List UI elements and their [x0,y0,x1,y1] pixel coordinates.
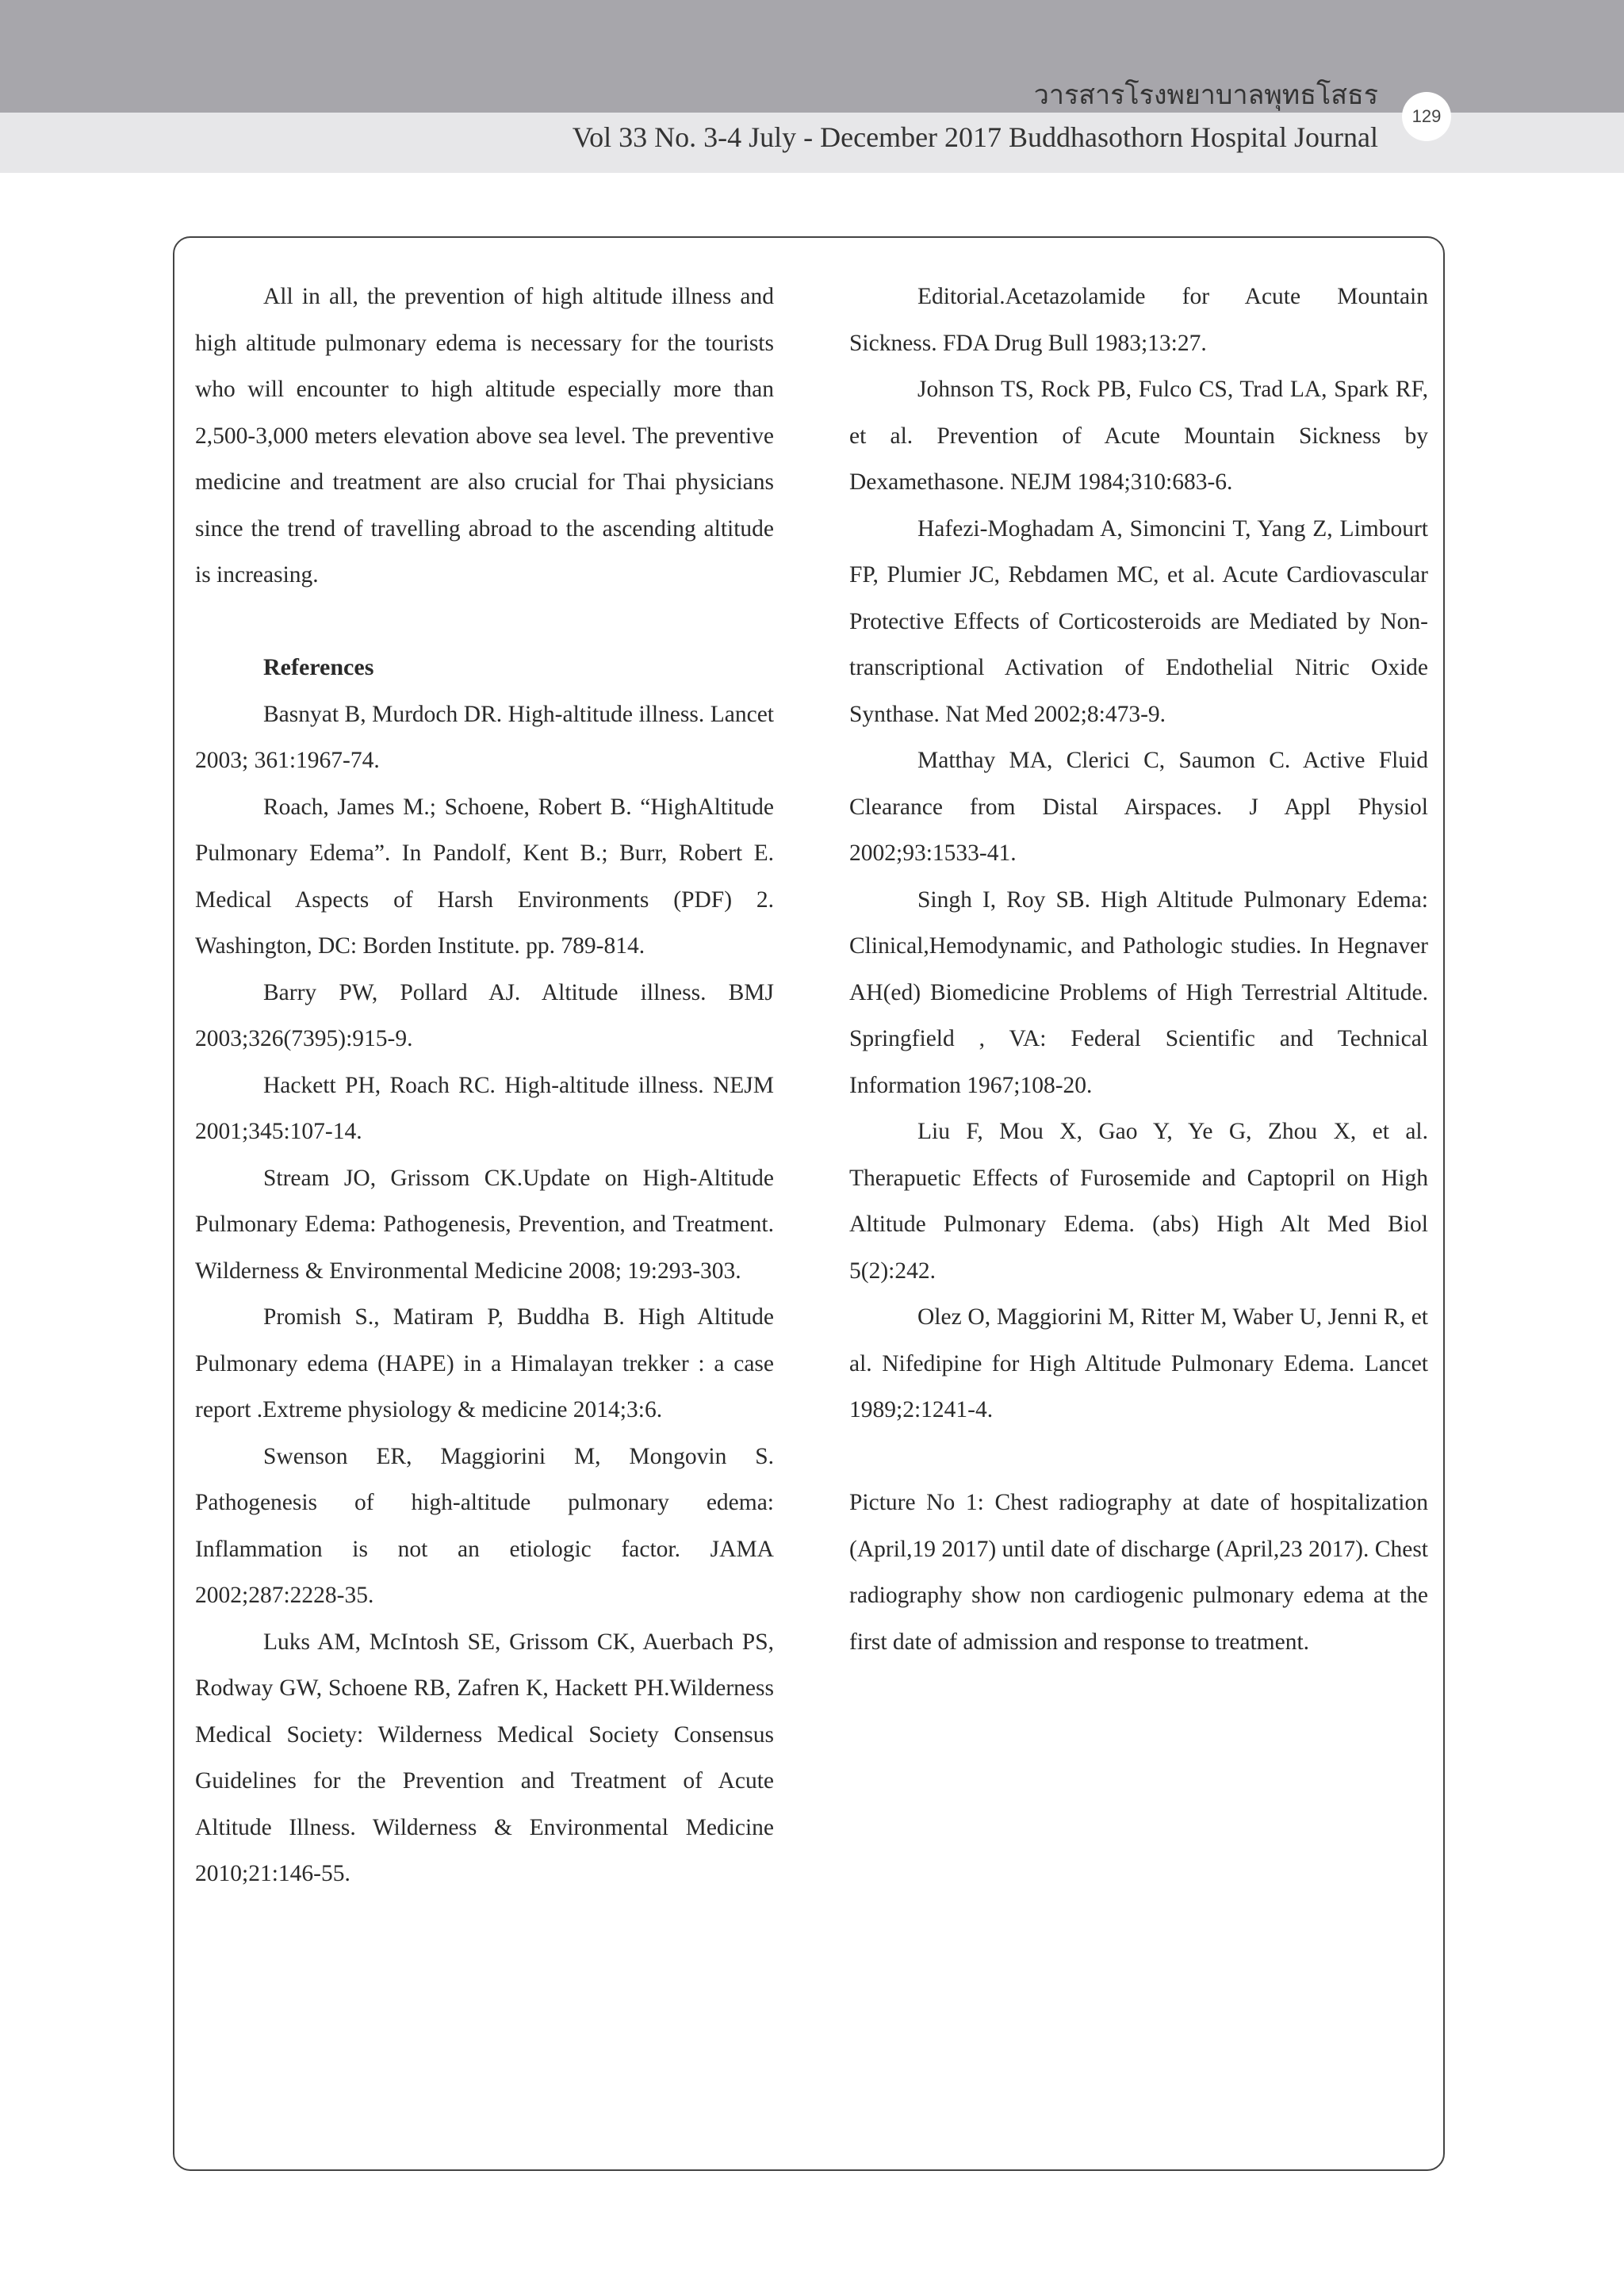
reference-item: Matthay MA, Clerici C, Saumon C. Active Fluid Clearance from Distal Airspaces. J Appl Physiol 2002;93:1533-41. [849,748,1428,866]
reference-item: Johnson TS, Rock PB, Fulco CS, Trad LA, Spark RF, et al. Prevention of Acute Mountain Sickness by Dexamethasone. NEJM 1984;310:683-6. [849,377,1428,495]
left-column [195,274,774,1897]
reference-item: Hafezi-Moghadam A, Simoncini T, Yang Z, Limbourt FP, Plumier JC, Rebdamen MC, et al. Acute Cardiovascular Protective Effects of Corticosteroids are Mediated by Non-transcriptional Activation of Endothelial Nitric Oxide Synthase. Nat Med 2002;8:473-9. [849,515,1428,727]
intro-paragraph: All in all, the prevention of high altitude illness and high altitude pulmonary edema is necessary for the tourists who will encounter to high altitude especially more than 2,500-3,000 meters elevation above sea level. The preventive medicine and treatment are also crucial for Thai physicians since the trend of travelling abroad to the ascending altitude is increasing. [195,284,774,588]
reference-item: Singh I, Roy SB. High Altitude Pulmonary Edema: Clinical,Hemodynamic, and Pathologic studies. In Hegnaver AH(ed) Biomedicine Problems of High Terrestrial Altitude. Springfield , VA: Federal Scientific and Technical Information 1967;108-20. [849,886,1428,1098]
reference-item: Stream JO, Grissom CK.Update on High-Altitude Pulmonary Edema: Pathogenesis, Prevention, and Treatment. Wilderness & Environmental Medicine 2008; 19:293-303. [195,1165,774,1284]
reference-item: Promish S., Matiram P, Buddha B. High Altitude Pulmonary edema (HAPE) in a Himalayan trekker : a case report .Extreme physiology & medicine 2014;3:6. [195,1304,774,1422]
reference-item: Editorial.Acetazolamide for Acute Mountain Sickness. FDA Drug Bull 1983;13:27. [849,284,1428,356]
reference-item: Basnyat B, Murdoch DR. High-altitude illness. Lancet 2003; 361:1967-74. [195,701,774,773]
reference-item: Roach, James M.; Schoene, Robert B. “HighAltitude Pulmonary Edema”. In Pandolf, Kent B.; Burr, Robert E. Medical Aspects of Harsh Environments (PDF) 2. Washington, DC: Borden Institute. pp. 789-814. [195,794,774,959]
reference-item: Olez O, Maggiorini M, Ritter M, Waber U, Jenni R, et al. Nifedipine for High Altitude Pulmonary Edema. Lancet 1989;2:1241-4. [849,1304,1428,1422]
header-band [0,0,1624,113]
reference-item: Luks AM, McIntosh SE, Grissom CK, Auerbach PS, Rodway GW, Schoene RB, Zafren K, Hackett PH.Wilderness Medical Society: Wilderness Medical Society Consensus Guidelines for the Prevention and Treatment of Acute Altitude Illness. Wilderness & Environmental Medicine 2010;21:146-55. [195,1629,774,1886]
reference-item: Barry PW, Pollard AJ. Altitude illness. BMJ 2003;326(7395):915-9. [195,979,774,1051]
right-column [849,274,1428,1665]
reference-item: Hackett PH, Roach RC. High-altitude illness. NEJM 2001;345:107-14. [195,1072,774,1144]
reference-item: Liu F, Mou X, Gao Y, Ye G, Zhou X, et al. Therapuetic Effects of Furosemide and Captopril on High Altitude Pulmonary Edema. (abs) High Alt Med Biol 5(2):242. [849,1119,1428,1284]
references-heading: References [263,654,374,680]
page-number: 129 [1402,92,1451,141]
reference-item: Swenson ER, Maggiorini M, Mongovin S. Pathogenesis of high-altitude pulmonary edema: Inflammation is not an etiologic factor. JAMA 2002;287:2228-35. [195,1443,774,1608]
picture-caption: Picture No 1: Chest radiography at date of hospitalization (April,19 2017) until date of discharge (April,23 2017). Chest radiography show non cardiogenic pulmonary edema at the first date of admission and response to treatment. [849,1490,1428,1655]
journal-issue-line: Vol 33 No. 3-4 July - December 2017 Buddhasothorn Hospital Journal [572,121,1378,153]
journal-title-thai: วารสารโรงพยาบาลพุทธโสธร [1033,79,1378,111]
